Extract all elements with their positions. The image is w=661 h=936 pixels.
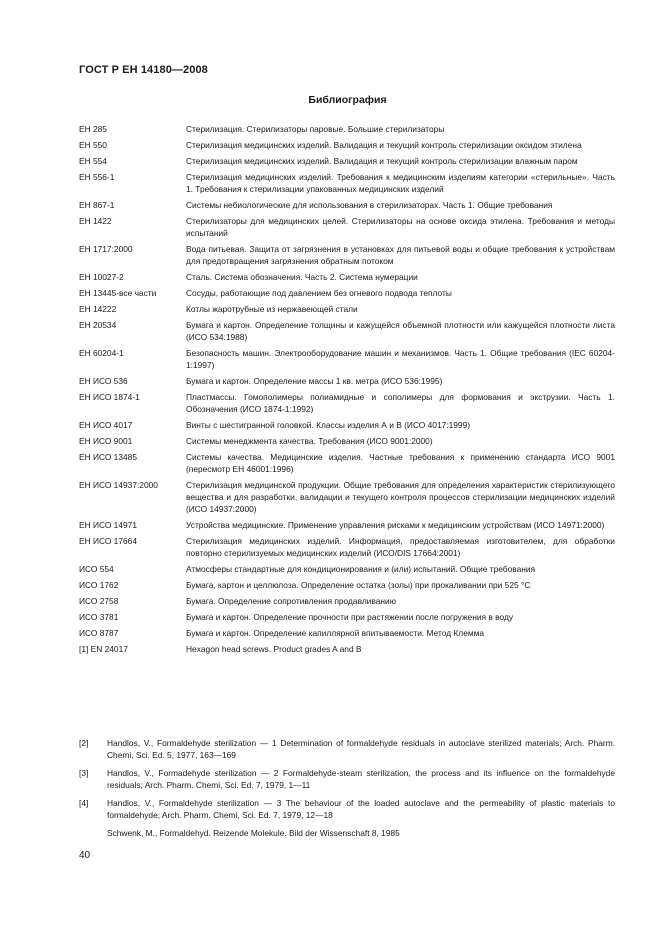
reference-number: [4] [79,798,89,808]
entry-text: Винты с шестигранной головкой. Классы изделия А и В (ИСО 4017:1999) [186,420,471,430]
entry-text: Бумага и картон. Определение массы 1 кв. метра (ИСО 536:1995) [186,376,443,386]
entry-text: Сталь. Система обозначения. Часть 2. Система нумерации [186,272,418,282]
entry-code: ЕН 13445-все части [79,288,157,298]
entry-text: Стерилизация медицинских изделий. Требования к медицинским изделиям категории «стерильные». Часть 1. Требования к стерилизации упакованных медицинских изделий [186,172,615,194]
page-title: Библиография [308,94,387,106]
reference-number: [2] [79,738,89,748]
bibliography-entry [79,435,615,447]
entry-text: Системы небиологические для использования в стерилизаторах. Часть 1. Общие требования [186,200,553,210]
entry-text: Стерилизация медицинских изделий. Информация, предоставляемая изготовителем, для обработки повторно стерилизуемых медицинских изделий (ИСО/DIS 17664:2001) [186,536,615,558]
entry-code: ЕН 867-1 [79,200,115,210]
entry-code: ИСО 2758 [79,596,119,606]
reference-entry [79,767,615,791]
entry-code: ЕН 556-1 [79,172,115,182]
bibliography-entry [79,595,615,607]
entry-code: ЕН ИСО 14971 [79,520,137,530]
entry-text: Стерилизация медицинской продукции. Общие требования для определения характеристик стерилизующего вещества и для разработки, валидации и текущего контроля процессов стерилизации медицинских изделий (ИСО 14937:2000) [186,480,615,514]
entry-text: Стерилизация медицинских изделий. Валидация и текущий контроль стерилизации оксидом этилена [186,140,582,150]
entry-code: ЕН 550 [79,140,107,150]
entry-text: Системы менеджмента качества. Требования (ИСО 9001:2000) [186,436,433,446]
bibliography-entry [79,243,615,267]
reference-extra: Schwenk, M., Formaldehyd. Reizende Molekule. Bild der Wissenschaft 8, 1985 [107,828,400,838]
entry-code: ЕН ИСО 536 [79,376,128,386]
entry-text: Бумага, картон и целлюлоза. Определение остатка (золы) при прокаливании при 525 °С [186,580,531,590]
entry-code: ЕН ИСО 13485 [79,452,137,462]
reference-entry [79,737,615,761]
reference-entry [79,797,615,821]
entry-code: ЕН 1717:2000 [79,244,133,254]
entry-text: Hexagon head screws. Product grades A and B [186,644,362,654]
entry-code: ИСО 554 [79,564,114,574]
bibliography-entry [79,391,615,415]
entry-text: Бумага и картон. Определение прочности при растяжении после погружения в воду [186,612,514,622]
bibliography-entry [79,123,615,135]
entry-text: Системы качества. Медицинские изделия. Частные требования к применению стандарта ИСО 9001 (пересмотр ЕН 46001:1996) [186,452,615,474]
bibliography-list [79,123,615,659]
entry-text: Безопасность машин. Электрооборудование машин и механизмов. Часть 1. Общие требования (IEC 60204-1:1997) [186,348,615,370]
bibliography-entry [79,139,615,151]
bibliography-entry [79,375,615,387]
entry-code: [1] EN 24017 [79,644,128,654]
entry-text: Стерилизаторы для медицинских целей. Стерилизаторы на основе оксида этилена. Требования и методы испытаний [186,216,615,238]
references-list [79,737,615,839]
bibliography-entry [79,271,615,283]
bibliography-entry [79,171,615,195]
entry-text: Атмосферы стандартные для кондиционирования и (или) испытаний. Общие требования [186,564,536,574]
reference-number: [3] [79,768,89,778]
bibliography-entry [79,563,615,575]
entry-code: ЕН 60204-1 [79,348,124,358]
bibliography-entry [79,519,615,531]
entry-text: Пластмассы. Гомополимеры полиамидные и сополимеры для формования и экструзии. Часть 1. Обозначения (ИСО 1874-1:1992) [186,392,615,414]
entry-code: ЕН ИСО 4017 [79,420,133,430]
entry-text: Стерилизация медицинских изделий. Валидация и текущий контроль стерилизации влажным паром [186,156,578,166]
entry-text: Сосуды, работающие под давлением без огневого подвода теплоты [186,288,452,298]
bibliography-entry [79,627,615,639]
reference-text: Handlos, V., Formadehyde sterilization — 2 Formaldehyde-steam sterilization, the process and its influence on the formaldehyde residuals; Arch. Pharm. Chemi, Sci. Ed. 7, 1979, 1—11 [107,768,615,790]
entry-text: Устройства медицинские. Применение управления рисками к медицинским устройствам (ИСО 14971:2000) [186,520,605,530]
bibliography-entry [79,419,615,431]
bibliography-entry [79,215,615,239]
entry-code: ИСО 3781 [79,612,119,622]
bibliography-entry [79,347,615,371]
bibliography-entry [79,155,615,167]
entry-code: ИСО 8787 [79,628,119,638]
reference-text: Handlos, V., Formaldehyde sterilization — 1 Determination of formaldehyde residuals in autoclave sterilized materials; Arch. Pharm. Chemi, Sci. Ed. 5, 1977, 163—169 [107,738,615,760]
bibliography-entry [79,303,615,315]
entry-code: ЕН 20534 [79,320,117,330]
page-number: 40 [79,850,91,861]
entry-text: Бумага и картон. Определение толщины и кажущейся объемной плотности или кажущейся плотности листа (ИСО 534:1988) [186,320,615,342]
reference-text: Handlos, V., Formaldehyde sterilization — 3 The behaviour of the loaded autoclave and the permeability of plastic materials to formaldehyde; Arch. Pharm. Chemi, Sci. Ed. 7, 1979, 12—18 [107,798,615,820]
entry-code: ЕН ИСО 14937:2000 [79,480,158,490]
entry-code: ЕН 285 [79,124,107,134]
entry-text: Стерилизация. Стерилизаторы паровые. Большие стерилизаторы [186,124,445,134]
bibliography-entry [79,451,615,475]
bibliography-entry [79,535,615,559]
entry-code: ЕН 554 [79,156,107,166]
bibliography-entry [79,287,615,299]
entry-text: Бумага и картон. Определение капиллярной впитываемости. Метод Клемма [186,628,485,638]
entry-code: ЕН 1422 [79,216,112,226]
entry-code: ЕН ИСО 1874-1 [79,392,140,402]
bibliography-entry [79,643,615,655]
entry-code: ЕН ИСО 9001 [79,436,133,446]
entry-text: Бумага. Определение сопротивления продавливанию [186,596,396,606]
bibliography-entry [79,479,615,515]
entry-code: ЕН ИСО 17664 [79,536,137,546]
bibliography-entry [79,319,615,343]
bibliography-entry [79,579,615,591]
bibliography-entry [79,199,615,211]
entry-text: Вода питьевая. Защита от загрязнения в установках для питьевой воды и общие требования к устройствам для предотвращения загрязнения обратным потоком [186,244,615,266]
entry-code: ЕН 10027-2 [79,272,124,282]
entry-text: Котлы жаротрубные из нержавеющей стали [186,304,358,314]
entry-code: ЕН 14222 [79,304,117,314]
standard-header: ГОСТ Р ЕН 14180—2008 [79,64,208,76]
entry-code: ИСО 1762 [79,580,119,590]
bibliography-entry [79,611,615,623]
